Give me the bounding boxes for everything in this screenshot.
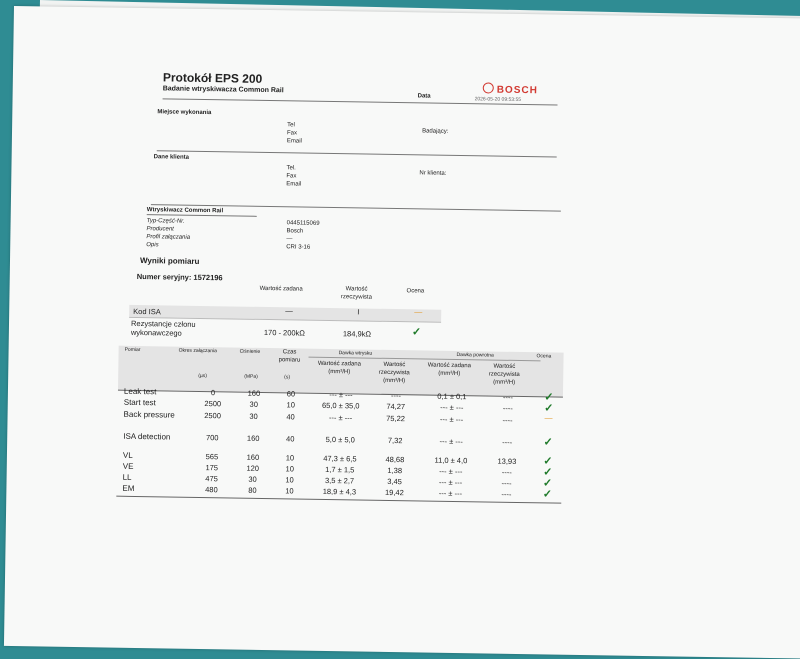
table2-cell-okres: 2500 bbox=[204, 399, 222, 409]
table2-cell-cis: 30 bbox=[248, 474, 257, 484]
table2-cell-cis: 160 bbox=[246, 433, 260, 443]
table2-cell-czas: 40 bbox=[286, 412, 295, 422]
table2-cell-wr1: 74,27 bbox=[386, 401, 406, 412]
table2-cell-wr1: ---- bbox=[390, 390, 401, 401]
client-number-label: Nr klienta: bbox=[419, 170, 447, 177]
table2-cell-cis: 120 bbox=[246, 463, 260, 473]
table2-cell-okres: 2500 bbox=[204, 411, 222, 421]
table2-header-cisnienie: Ciśnienie bbox=[239, 348, 261, 355]
table2-header-pomiar: Pomiar bbox=[124, 346, 141, 354]
table2-cell-wr2: ---- bbox=[502, 437, 513, 447]
site-label: Miejsce wykonania bbox=[157, 109, 212, 117]
table1-row-name: Kod ISA bbox=[133, 306, 161, 317]
table1-row-set: 170 - 200kΩ bbox=[263, 327, 306, 338]
client-label: Dane klienta bbox=[153, 154, 190, 161]
table2-cell-okres: 475 bbox=[205, 474, 218, 484]
brand-name: BOSCH bbox=[496, 84, 538, 97]
table1-row-actual: I bbox=[357, 307, 360, 317]
table2-cell-okres: 480 bbox=[205, 485, 218, 495]
results-title: Wyniki pomiaru bbox=[139, 256, 200, 266]
table1-row-eval: — bbox=[414, 307, 423, 317]
table2-cell-okres: 700 bbox=[205, 433, 219, 443]
table2-cell-czas: 40 bbox=[285, 434, 295, 444]
table2-cell-wr2: ---- bbox=[502, 415, 513, 425]
table2-cell-wr2: ---- bbox=[501, 478, 512, 488]
table2-cell-czas: 10 bbox=[285, 475, 294, 485]
field-description-value: CRI 3-16 bbox=[286, 244, 311, 251]
table2-header-ocena: Ocena bbox=[536, 353, 552, 360]
client-email: Email bbox=[286, 181, 302, 188]
table2-cell-name: Start test bbox=[123, 397, 156, 408]
table2-cell-wz1: 1,7 ± 1,5 bbox=[325, 464, 355, 475]
field-type-key: Typ-Część-Nr. bbox=[146, 218, 185, 225]
table2-header-wz2: Wartość zadana (mm³/H) bbox=[427, 362, 472, 378]
table2-cell-czas: 10 bbox=[285, 453, 295, 463]
table2-cell-name: LL bbox=[122, 472, 132, 482]
field-profile-value: — bbox=[286, 236, 293, 243]
table2-cell-cis: 160 bbox=[246, 452, 260, 462]
table2-cell-wz1: 5,0 ± 5,0 bbox=[325, 434, 355, 445]
table2-cell-okres: 565 bbox=[205, 452, 219, 462]
table2-cell-ocena: ✓ bbox=[544, 391, 554, 404]
table2-cell-okres: 175 bbox=[205, 463, 219, 473]
table2-cell-okres: 0 bbox=[210, 388, 216, 398]
table2-cell-wz1: 18,9 ± 4,3 bbox=[322, 486, 357, 497]
table2-cell-wr2: 13,93 bbox=[497, 456, 517, 466]
table2-cell-ocena: ✓ bbox=[543, 436, 553, 449]
table2-header-dawka-wtrysku: Dawka wtrysku bbox=[338, 350, 373, 357]
table2-cell-czas: 10 bbox=[285, 464, 295, 474]
field-producer-value: Bosch bbox=[286, 228, 304, 235]
site-fax: Fax bbox=[286, 130, 298, 137]
table2-cell-wr1: 19,42 bbox=[384, 487, 404, 498]
injector-label: Wtryskiwacz Common Rail bbox=[146, 207, 224, 215]
table2-cell-name: Back pressure bbox=[123, 409, 175, 420]
table2-header-okres: Okres załączania bbox=[178, 347, 218, 355]
table2-cell-wz1: 65,0 ± 35,0 bbox=[321, 400, 360, 411]
table2-cell-wz2: --- ± --- bbox=[438, 477, 463, 488]
document-subtitle: Badanie wtryskiwacza Common Rail bbox=[162, 85, 284, 95]
table1-header-eval: Ocena bbox=[406, 288, 425, 295]
serial-number: Numer seryjny: 1572196 bbox=[136, 271, 223, 283]
field-producer-key: Producent bbox=[146, 226, 174, 233]
table2-cell-wr1: 3,45 bbox=[387, 476, 402, 487]
table2-cell-wz2: 11,0 ± 4,0 bbox=[434, 455, 468, 466]
table2-cell-wr1: 75,22 bbox=[386, 413, 406, 424]
field-description-key: Opis bbox=[146, 242, 159, 249]
table2-cell-cis: 30 bbox=[249, 411, 258, 421]
table2-cell-cis: 80 bbox=[248, 485, 257, 495]
table2-cell-name: Leak test bbox=[123, 386, 157, 397]
injector-rule bbox=[147, 214, 257, 217]
date-label: Data bbox=[417, 93, 431, 100]
table2-cell-czas: 60 bbox=[286, 389, 296, 399]
table2-cell-wr1: 7,32 bbox=[387, 435, 403, 446]
brand-logo bbox=[483, 82, 538, 96]
table2-cell-wr1: 48,68 bbox=[385, 454, 405, 465]
table2-cell-wz2: 0,1 ± 0,1 bbox=[437, 391, 467, 402]
table2-cell-ocena: — bbox=[544, 413, 553, 423]
table2-unit-okres: (µs) bbox=[198, 372, 207, 380]
table2-cell-cis: 30 bbox=[249, 399, 259, 409]
table2-cell-ocena: ✓ bbox=[542, 488, 553, 501]
table1-header-set: Wartość zadana bbox=[259, 285, 303, 293]
table2-header-wr2: Wartość rzeczywista (mm³/H) bbox=[488, 363, 520, 386]
table1-row-eval: ✓ bbox=[411, 326, 422, 339]
table2-cell-name: VE bbox=[122, 461, 134, 471]
document-title: Protokół EPS 200 bbox=[162, 70, 263, 86]
table2-cell-wr1: 1,38 bbox=[387, 465, 403, 476]
table2-unit-czas: (s) bbox=[284, 374, 291, 381]
table2-cell-ocena: ✓ bbox=[543, 455, 553, 468]
table2-cell-ocena: ✓ bbox=[542, 477, 553, 490]
table2-cell-wz1: 47,3 ± 6,5 bbox=[323, 453, 357, 464]
table2-unit-cisnienie: (MPa) bbox=[244, 373, 258, 380]
table2-cell-czas: 10 bbox=[285, 486, 294, 496]
table2-cell-name: ISA detection bbox=[123, 431, 171, 442]
table2-cell-ocena: ✓ bbox=[543, 466, 553, 479]
table1-row-actual: 184,9kΩ bbox=[342, 329, 372, 339]
table2-cell-wz2: --- ± --- bbox=[439, 466, 463, 477]
table1-header-actual: Wartość rzeczywista bbox=[340, 286, 373, 301]
table2-cell-name: VL bbox=[122, 450, 133, 460]
table2-header-czas: Czas pomiaru bbox=[278, 349, 301, 364]
table2-cell-wr2: ---- bbox=[501, 467, 512, 477]
table2-cell-wr2: ---- bbox=[502, 403, 513, 413]
table2-cell-cis: 160 bbox=[247, 388, 261, 398]
client-tel: Tel. bbox=[286, 165, 296, 172]
client-fax: Fax bbox=[286, 173, 297, 180]
table2-cell-wz2: --- ± --- bbox=[438, 488, 463, 499]
field-profile-key: Profil załączania bbox=[146, 234, 191, 241]
table2-cell-wz1: 3,5 ± 2,7 bbox=[324, 475, 355, 486]
tester-label: Badający: bbox=[422, 128, 449, 135]
table2-cell-wz1: --- ± --- bbox=[329, 390, 353, 400]
bosch-armature-icon bbox=[483, 82, 494, 93]
table2-cell-czas: 10 bbox=[286, 400, 296, 410]
field-type-value: 0445115069 bbox=[286, 220, 320, 227]
table2-cell-wz2: --- ± --- bbox=[439, 414, 464, 425]
table2-cell-ocena: ✓ bbox=[544, 402, 554, 415]
table2-cell-wz2: --- ± --- bbox=[440, 402, 464, 413]
table2-cell-wz1: --- ± --- bbox=[328, 412, 353, 423]
table2-cell-name: EM bbox=[122, 483, 135, 493]
site-rule bbox=[157, 150, 557, 157]
table2-cell-wr2: ---- bbox=[501, 489, 512, 499]
table2-header-wz1: Wartość zadana (mm³/H) bbox=[317, 360, 362, 376]
site-tel: Tel bbox=[287, 122, 295, 129]
table2-header-dawka-powrotna: Dawka powrotna bbox=[456, 351, 494, 359]
site-email: Email bbox=[286, 138, 302, 145]
table2-cell-wz2: --- ± --- bbox=[439, 436, 463, 447]
protocol-sheet bbox=[4, 6, 800, 659]
table2-header-wr1: Wartość rzeczywista (mm³/H) bbox=[378, 361, 410, 385]
table1-row-set: — bbox=[285, 306, 293, 316]
table1-row-name: Rezystancje członu wykonawczego bbox=[130, 318, 196, 338]
date-value: 2026-05-20 09:53:55 bbox=[474, 96, 522, 103]
table2-cell-wr2: ---- bbox=[502, 392, 513, 402]
